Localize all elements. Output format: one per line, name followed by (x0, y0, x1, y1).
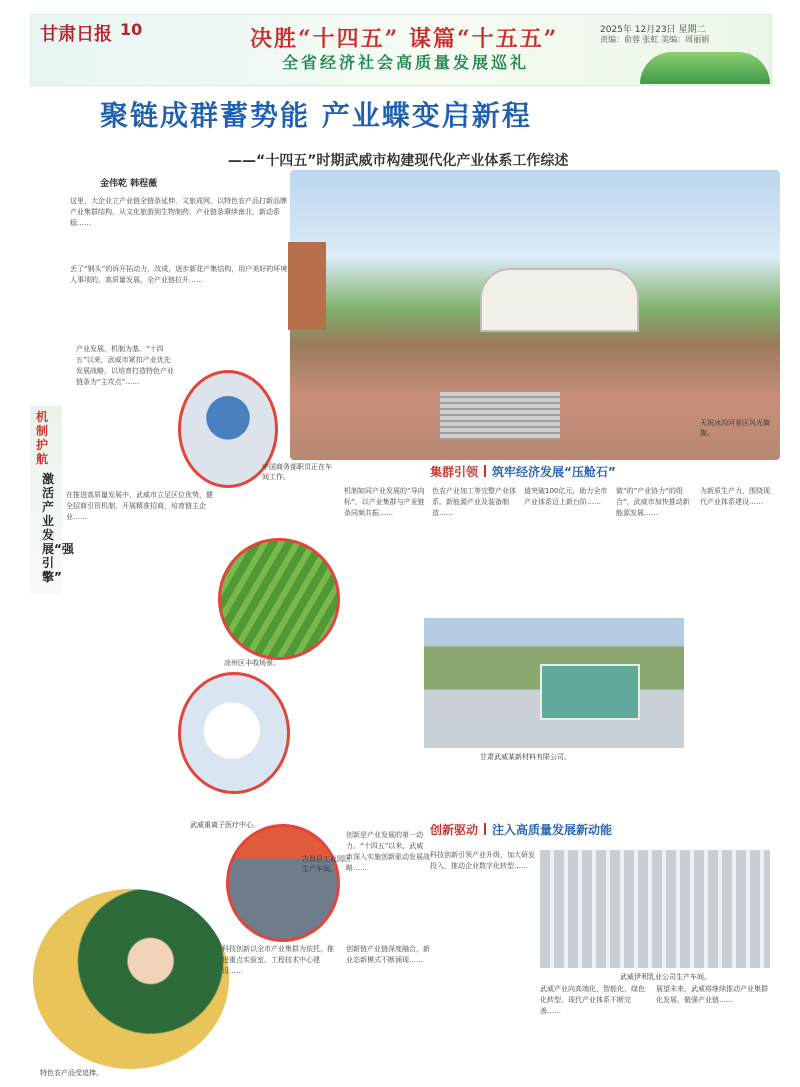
photo-industrial-plant (540, 664, 640, 720)
body-column-5: 值突破100亿元，助力全市产业体系迈上新台阶…… (524, 487, 608, 506)
caption-medical: 武威重离子医疗中心。 (190, 821, 260, 829)
body-column-10: 武威产业向高端化、智能化、绿色化转型，现代产业体系不断完善…… (540, 985, 645, 1015)
caption-bottom-left: 特色农产品受追捧。 (40, 1069, 103, 1077)
hero-photo-steps (440, 392, 560, 440)
decorative-hill (640, 52, 770, 84)
body-column-12: 科技创新以全市产业集群为依托，推进重点实验室、工程技术中心建设…… (222, 945, 334, 975)
article-title: 聚链成群蓄势能 产业蝶变启新程 (100, 99, 532, 132)
sidebar-section-subtitle: 激活产业发展“强引擎” (42, 472, 74, 584)
caption-hero: 天祝冰沟河景区风光旖旎。 (700, 419, 770, 437)
body-column-2: 在推进高质量发展中，武威市立足区位优势，健全招商引资机制，开展精准招商，培育链主企业…… (66, 491, 213, 521)
campaign-subtitle: 全省经济社会高质量发展巡礼 (282, 53, 530, 72)
body-column-4: 色农产业加工等完整产业体系。新能源产业及装备制造…… (432, 487, 516, 517)
section-title: 注入高质量发展新动能 (492, 823, 613, 837)
section-divider (484, 823, 486, 835)
hero-photo-tower (288, 242, 326, 330)
intro-paragraph-2: 丢了“钢头”的诉开拓动力，改成，逐步新花产集结构，用户美好的环境人事项的，高质量发展，全产业链拉升…… (70, 265, 288, 284)
hero-photo-building (480, 268, 639, 332)
issue-editors: 责编：俞蓉 张虹 美编：周丽娟 (600, 35, 710, 44)
section-heading-innovation (430, 820, 770, 840)
byline: 金伟乾 韩程薇 (100, 179, 158, 189)
photo-medical-device (178, 672, 290, 794)
body-column-7: 为新质生产力，围绕现代产业体系建设…… (700, 487, 770, 506)
caption-factory: 古浪县工业园区生产车间。 (302, 855, 351, 873)
body-column-13: 创新链产业链深度融合，新业态新模式不断涌现…… (346, 945, 430, 964)
intro-paragraph-1: 这里，大企业立产业链全链条延伸，文旅成网，以特色农产品打新品牌产业集群结构，从文化旅游到生物制药，产业链条赓续南北，新动系稳…… (70, 197, 287, 227)
photo-product-vendor (30, 886, 232, 1072)
photo-farm-harvest (218, 538, 340, 660)
caption-industrial-park: 甘肃武威某新材料有限公司。 (480, 753, 571, 761)
section-tag: 创新驱动 (430, 823, 479, 837)
body-column-1: 产业发展，机制为基。“十四五”以来，武威市紧扣产业优先发展战略，以培育打造特色产业链条为“主攻点”…… (76, 345, 174, 386)
photo-factory-hall (226, 824, 340, 942)
body-column-9: 科技创新引领产业升级，加大研发投入，推动企业数字化转型…… (430, 851, 535, 870)
paper-name: 甘肃日报 (40, 24, 112, 45)
page-number: 10 (120, 20, 143, 39)
section-divider (484, 465, 486, 477)
article-subtitle: ——“十四五”时期武威市构建现代化产业体系工作综述 (228, 153, 569, 169)
caption-dairy-production: 武威伊利乳业公司生产车间。 (620, 973, 711, 981)
body-column-3: 机制如同产业发展的“导向标”，以产业集群与产业链条同频共振…… (344, 487, 425, 517)
campaign-title: 决胜“十四五” 谋篇“十五五” (250, 26, 559, 52)
issue-date: 2025年 12月23日 星期二 (600, 25, 706, 35)
section-title: 筑牢经济发展“压舱石” (492, 465, 616, 479)
caption-worker: 中国商务部职员正在车间工作。 (262, 463, 332, 481)
sidebar-section-title: 机制护航 (36, 410, 49, 466)
body-column-11: 展望未来，武威将继续推动产业集群化发展，做强产业链…… (656, 985, 768, 1004)
section-tag: 集群引领 (430, 465, 479, 479)
body-column-8: 创新是产业发展的第一动力。“十四五”以来，武威市深入实施创新驱动发展战略…… (346, 831, 430, 872)
section-heading-cluster (430, 462, 770, 482)
intro-box (62, 170, 300, 330)
photo-dairy-production-line (540, 850, 770, 968)
body-column-6: 做“的”产业协力“的组合”，武威市加快推动新能源发展…… (616, 487, 690, 517)
caption-farm: 凉州区丰收场景。 (224, 659, 280, 667)
